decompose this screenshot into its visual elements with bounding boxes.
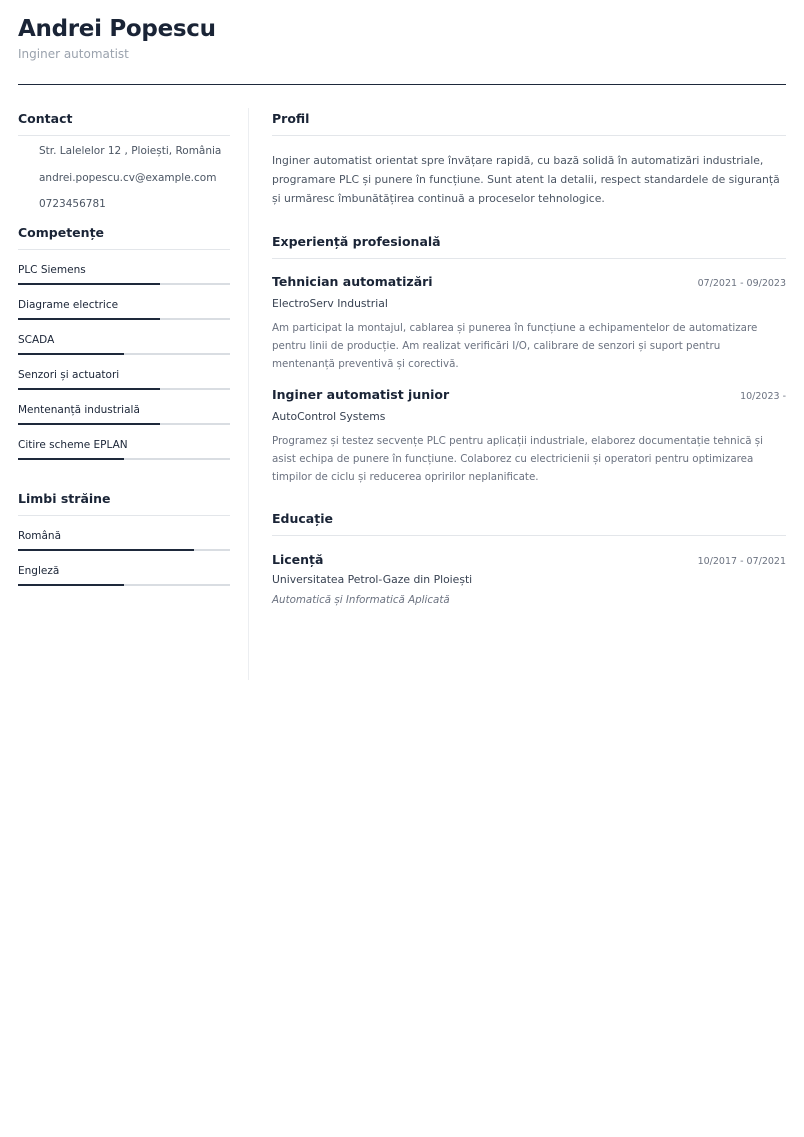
languages-heading: Limbi străine	[18, 490, 111, 506]
skill-label: Diagrame electrice	[18, 298, 119, 311]
skill-label: SCADA	[18, 333, 55, 346]
skill-level-bar	[18, 353, 230, 355]
profile-section	[272, 110, 786, 208]
profile-heading: Profil	[272, 111, 310, 126]
experience-company: ElectroServ Industrial	[272, 297, 388, 310]
candidate-name: Andrei Popescu	[18, 16, 216, 42]
skill-item	[18, 333, 230, 355]
resume-header	[18, 14, 786, 62]
profile-divider	[272, 135, 786, 136]
skills-section	[18, 224, 230, 460]
skill-label: Mentenanță industrială	[18, 403, 140, 416]
contact-address: Str. Lalelelor 12 , Ploiești, România	[39, 145, 222, 157]
education-dates: 10/2017 - 07/2021	[697, 556, 786, 567]
skill-level-fill	[18, 458, 124, 460]
skill-level-fill	[18, 283, 160, 285]
contact-list	[18, 144, 230, 211]
skills-heading: Competențe	[18, 224, 105, 240]
language-level-bar	[18, 584, 230, 586]
skill-item	[18, 298, 230, 320]
education-section	[272, 510, 786, 607]
profile-text: Inginer automatist orientat spre învățare rapidă, cu bază solidă în automatizări industriale, programare PLC și punere în funcțiune. Sunt atent la detalii, respect standardele de siguranță și urmăresc îmbunătățirea continuă a proceselor tehnologice.	[272, 154, 780, 205]
main-content	[272, 110, 786, 607]
language-level-fill	[18, 549, 194, 551]
experience-dates: 07/2021 - 09/2023	[697, 278, 786, 289]
experience-entry	[272, 386, 786, 486]
skill-item	[18, 403, 230, 425]
language-label: Română	[18, 529, 61, 542]
skill-level-bar	[18, 423, 230, 425]
experience-divider	[272, 258, 786, 259]
experience-heading: Experiență profesională	[272, 234, 441, 249]
experience-description: Programez și testez secvențe PLC pentru aplicații industriale, elaborez documentație tehnică și asist echipa de punere în funcțiune. Colaborez cu electricienii și operatori pentru optimizarea timpilor de ciclu și reducerea opririlor neplanificate.	[272, 435, 764, 483]
skill-level-fill	[18, 318, 160, 320]
skill-level-bar	[18, 458, 230, 460]
contact-heading: Contact	[18, 111, 73, 126]
experience-title: Inginer automatist junior	[272, 387, 450, 402]
skill-level-fill	[18, 423, 160, 425]
language-item	[18, 529, 230, 551]
column-divider	[248, 108, 249, 680]
skill-item	[18, 263, 230, 285]
sidebar	[18, 110, 230, 586]
job-title: Inginer automatist	[18, 47, 129, 61]
skill-level-bar	[18, 318, 230, 320]
experience-dates: 10/2023 -	[740, 391, 786, 402]
experience-section	[272, 233, 786, 486]
language-item	[18, 564, 230, 586]
education-specialization: Automatică și Informatică Aplicată	[272, 594, 450, 606]
contact-phone[interactable]: 0723456781	[39, 198, 106, 210]
experience-description: Am participat la montajul, cablarea și punerea în funcțiune a echipamentelor de automatizare pentru linii de producție. Am realizat verificări I/O, calibrare de senzori și suport pentru mentenanță preventivă și corectivă.	[272, 322, 758, 370]
contact-section	[18, 110, 230, 211]
header-divider	[18, 84, 786, 85]
language-label: Engleză	[18, 564, 60, 577]
languages-section	[18, 490, 230, 586]
skill-level-bar	[18, 283, 230, 285]
education-heading: Educație	[272, 511, 333, 526]
education-entry	[272, 551, 786, 607]
experience-entry	[272, 273, 786, 373]
education-school: Universitatea Petrol-Gaze din Ploiești	[272, 573, 473, 586]
skill-label: Citire scheme EPLAN	[18, 438, 128, 451]
experience-company: AutoControl Systems	[272, 410, 386, 423]
language-level-fill	[18, 584, 124, 586]
languages-divider	[18, 515, 230, 516]
skill-item	[18, 368, 230, 390]
education-degree: Licență	[272, 552, 324, 567]
skill-item	[18, 438, 230, 460]
skill-label: Senzori și actuatori	[18, 368, 120, 381]
contact-email[interactable]: andrei.popescu.cv@example.com	[39, 171, 217, 184]
skills-divider	[18, 249, 230, 250]
experience-title: Tehnician automatizări	[272, 274, 433, 289]
skill-level-fill	[18, 388, 160, 390]
education-divider	[272, 535, 786, 536]
contact-divider	[18, 135, 230, 136]
skill-level-fill	[18, 353, 124, 355]
language-level-bar	[18, 549, 230, 551]
skill-label: PLC Siemens	[18, 263, 86, 276]
skill-level-bar	[18, 388, 230, 390]
